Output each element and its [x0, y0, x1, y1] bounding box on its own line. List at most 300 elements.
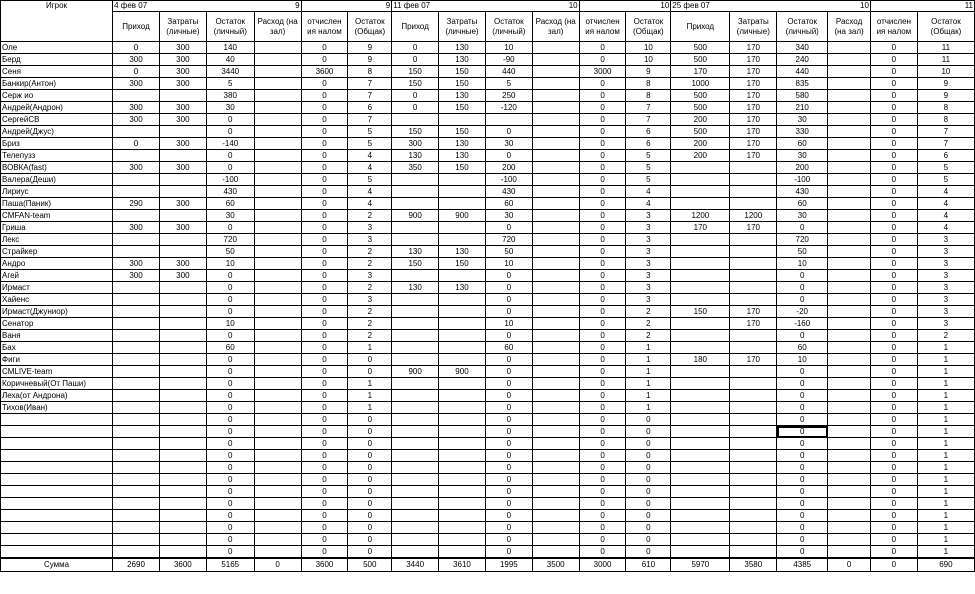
data-cell[interactable]: 0 [485, 450, 532, 462]
data-cell[interactable] [532, 438, 579, 450]
data-cell[interactable] [532, 474, 579, 486]
data-cell[interactable]: 0 [485, 222, 532, 234]
data-cell[interactable]: 0 [870, 522, 917, 534]
data-cell[interactable]: 0 [301, 54, 348, 66]
data-cell[interactable]: 6 [626, 138, 671, 150]
data-cell[interactable]: 1 [917, 342, 974, 354]
data-cell[interactable] [254, 198, 301, 210]
data-cell[interactable] [439, 378, 486, 390]
data-cell[interactable]: 7 [626, 114, 671, 126]
data-cell[interactable]: 0 [579, 450, 626, 462]
data-cell[interactable] [730, 282, 777, 294]
player-name-cell[interactable] [1, 534, 113, 546]
data-cell[interactable]: 200 [671, 138, 730, 150]
player-name-cell[interactable]: Лекс [1, 234, 113, 246]
data-cell[interactable]: 290 [113, 198, 160, 210]
data-cell[interactable]: 3 [626, 234, 671, 246]
data-cell[interactable] [113, 534, 160, 546]
data-cell[interactable]: 1 [626, 366, 671, 378]
data-cell[interactable] [439, 522, 486, 534]
data-cell[interactable]: 0 [301, 306, 348, 318]
data-cell[interactable]: 7 [348, 114, 392, 126]
data-cell[interactable] [113, 342, 160, 354]
data-cell[interactable] [254, 282, 301, 294]
data-cell[interactable]: 5 [348, 138, 392, 150]
data-cell[interactable]: 0 [626, 450, 671, 462]
column-header[interactable]: Затраты (личные) [439, 12, 486, 42]
data-cell[interactable]: 5 [348, 174, 392, 186]
data-cell[interactable]: 0 [579, 102, 626, 114]
data-cell[interactable]: 150 [671, 306, 730, 318]
column-header[interactable]: Остаток (личный) [206, 12, 254, 42]
data-cell[interactable] [439, 402, 486, 414]
data-cell[interactable]: 300 [113, 102, 160, 114]
player-name-cell[interactable]: Оле [1, 42, 113, 54]
data-cell[interactable] [730, 546, 777, 559]
data-cell[interactable] [392, 510, 439, 522]
data-cell[interactable]: 0 [870, 546, 917, 559]
data-cell[interactable]: 0 [579, 522, 626, 534]
data-cell[interactable]: 300 [113, 258, 160, 270]
data-cell[interactable]: 0 [206, 414, 254, 426]
data-cell[interactable]: 2 [626, 318, 671, 330]
data-cell[interactable] [532, 162, 579, 174]
data-cell[interactable]: 0 [870, 474, 917, 486]
data-cell[interactable]: 0 [870, 234, 917, 246]
data-cell[interactable]: 30 [777, 114, 828, 126]
date-cell-2[interactable]: 11 фев 07 [392, 1, 486, 12]
data-cell[interactable]: 6 [348, 102, 392, 114]
data-cell[interactable]: 0 [301, 174, 348, 186]
block-number-cell[interactable]: 9 [348, 1, 392, 12]
data-cell[interactable] [439, 174, 486, 186]
data-cell[interactable]: 1 [626, 402, 671, 414]
data-cell[interactable] [439, 486, 486, 498]
data-cell[interactable] [159, 342, 206, 354]
data-cell[interactable]: 4 [348, 150, 392, 162]
data-cell[interactable]: 0 [626, 510, 671, 522]
data-cell[interactable] [439, 354, 486, 366]
data-cell[interactable] [828, 294, 871, 306]
data-cell[interactable]: 1 [917, 354, 974, 366]
data-cell[interactable] [671, 534, 730, 546]
data-cell[interactable]: 200 [485, 162, 532, 174]
data-cell[interactable]: 2 [348, 330, 392, 342]
data-cell[interactable]: -100 [777, 174, 828, 186]
data-cell[interactable]: 0 [579, 414, 626, 426]
data-cell[interactable]: 60 [777, 198, 828, 210]
data-cell[interactable]: 0 [206, 462, 254, 474]
player-name-cell[interactable] [1, 426, 113, 438]
data-cell[interactable]: 30 [485, 210, 532, 222]
data-cell[interactable]: 0 [348, 486, 392, 498]
data-cell[interactable] [439, 306, 486, 318]
data-cell[interactable] [113, 486, 160, 498]
data-cell[interactable]: 1 [348, 402, 392, 414]
data-cell[interactable]: 130 [392, 282, 439, 294]
data-cell[interactable] [828, 138, 871, 150]
data-cell[interactable]: 200 [777, 162, 828, 174]
player-name-cell[interactable]: ВОВКА(fast) [1, 162, 113, 174]
data-cell[interactable]: 3440 [206, 66, 254, 78]
sum-cell[interactable]: 690 [917, 558, 974, 572]
data-cell[interactable] [392, 186, 439, 198]
player-name-cell[interactable] [1, 522, 113, 534]
data-cell[interactable] [113, 90, 160, 102]
data-cell[interactable]: 300 [159, 270, 206, 282]
data-cell[interactable]: 0 [870, 450, 917, 462]
data-cell[interactable]: 30 [777, 210, 828, 222]
data-cell[interactable] [439, 426, 486, 438]
data-cell[interactable]: 0 [579, 150, 626, 162]
data-cell[interactable]: 3 [626, 294, 671, 306]
data-cell[interactable]: 2 [348, 306, 392, 318]
data-cell[interactable]: 3 [917, 318, 974, 330]
data-cell[interactable]: 0 [579, 366, 626, 378]
data-cell[interactable]: 0 [301, 210, 348, 222]
data-cell[interactable] [671, 402, 730, 414]
data-cell[interactable]: 0 [777, 270, 828, 282]
data-cell[interactable]: 430 [485, 186, 532, 198]
data-cell[interactable]: 0 [348, 462, 392, 474]
player-name-cell[interactable]: Андрей(Андрон) [1, 102, 113, 114]
data-cell[interactable]: 0 [348, 354, 392, 366]
data-cell[interactable]: 0 [348, 510, 392, 522]
data-cell[interactable] [254, 150, 301, 162]
data-cell[interactable]: 1 [626, 390, 671, 402]
data-cell[interactable]: 0 [301, 162, 348, 174]
data-cell[interactable] [532, 450, 579, 462]
data-cell[interactable]: 0 [870, 366, 917, 378]
player-name-cell[interactable]: Фиги [1, 354, 113, 366]
data-cell[interactable]: 150 [439, 258, 486, 270]
data-cell[interactable] [532, 78, 579, 90]
data-cell[interactable]: 9 [348, 54, 392, 66]
data-cell[interactable] [671, 510, 730, 522]
player-name-cell[interactable]: CMFAN-team [1, 210, 113, 222]
data-cell[interactable] [532, 402, 579, 414]
data-cell[interactable] [671, 270, 730, 282]
player-name-cell[interactable]: CMLIVE-team [1, 366, 113, 378]
data-cell[interactable]: 180 [671, 354, 730, 366]
data-cell[interactable] [254, 498, 301, 510]
data-cell[interactable] [671, 474, 730, 486]
data-cell[interactable]: 0 [579, 294, 626, 306]
data-cell[interactable] [254, 354, 301, 366]
data-cell[interactable]: 4 [917, 222, 974, 234]
data-cell[interactable]: 0 [777, 222, 828, 234]
player-name-cell[interactable]: Банкир(Антон) [1, 78, 113, 90]
data-cell[interactable] [828, 318, 871, 330]
data-cell[interactable]: 170 [730, 150, 777, 162]
data-cell[interactable]: 0 [626, 486, 671, 498]
data-cell[interactable] [254, 534, 301, 546]
data-cell[interactable]: 0 [301, 78, 348, 90]
column-header[interactable]: Расход (на зал) [254, 12, 301, 42]
data-cell[interactable]: 3 [917, 294, 974, 306]
data-cell[interactable] [730, 198, 777, 210]
player-name-cell[interactable]: Агей [1, 270, 113, 282]
data-cell[interactable] [828, 246, 871, 258]
data-cell[interactable] [439, 534, 486, 546]
data-cell[interactable] [828, 306, 871, 318]
data-cell[interactable] [532, 498, 579, 510]
data-cell[interactable] [828, 186, 871, 198]
data-cell[interactable]: 1 [348, 342, 392, 354]
data-cell[interactable] [828, 90, 871, 102]
data-cell[interactable] [113, 438, 160, 450]
data-cell[interactable] [439, 450, 486, 462]
data-cell[interactable] [254, 402, 301, 414]
data-cell[interactable] [532, 330, 579, 342]
data-cell[interactable]: 0 [206, 378, 254, 390]
data-cell[interactable]: 0 [870, 330, 917, 342]
data-cell[interactable]: 0 [777, 546, 828, 559]
data-cell[interactable]: 0 [348, 534, 392, 546]
data-cell[interactable] [730, 510, 777, 522]
data-cell[interactable] [254, 102, 301, 114]
data-cell[interactable]: 300 [113, 54, 160, 66]
data-cell[interactable] [671, 198, 730, 210]
data-cell[interactable]: 11 [917, 42, 974, 54]
data-cell[interactable]: 170 [730, 222, 777, 234]
data-cell[interactable] [439, 342, 486, 354]
data-cell[interactable] [532, 246, 579, 258]
date-cell-1[interactable]: 4 фев 07 [113, 1, 207, 12]
data-cell[interactable]: 300 [392, 138, 439, 150]
data-cell[interactable] [828, 354, 871, 366]
player-column-header[interactable]: Игрок [1, 1, 113, 42]
data-cell[interactable]: 0 [301, 498, 348, 510]
data-cell[interactable]: 0 [777, 330, 828, 342]
data-cell[interactable] [828, 162, 871, 174]
data-cell[interactable] [392, 390, 439, 402]
data-cell[interactable] [159, 510, 206, 522]
data-cell[interactable]: 0 [301, 282, 348, 294]
data-cell[interactable] [254, 186, 301, 198]
data-cell[interactable]: 835 [777, 78, 828, 90]
sum-cell[interactable]: 3600 [301, 558, 348, 572]
data-cell[interactable]: 0 [301, 246, 348, 258]
data-cell[interactable] [485, 114, 532, 126]
data-cell[interactable] [532, 306, 579, 318]
data-cell[interactable]: 6 [917, 150, 974, 162]
data-cell[interactable] [671, 186, 730, 198]
data-cell[interactable]: 4 [917, 198, 974, 210]
data-cell[interactable] [730, 402, 777, 414]
data-cell[interactable] [254, 126, 301, 138]
data-cell[interactable] [532, 54, 579, 66]
data-cell[interactable] [159, 390, 206, 402]
data-cell[interactable] [254, 414, 301, 426]
data-cell[interactable]: 60 [485, 198, 532, 210]
data-cell[interactable]: 0 [301, 378, 348, 390]
data-cell[interactable]: 300 [159, 138, 206, 150]
data-cell[interactable] [532, 390, 579, 402]
data-cell[interactable]: 0 [870, 222, 917, 234]
data-cell[interactable]: 3 [348, 270, 392, 282]
data-cell[interactable]: 0 [579, 282, 626, 294]
data-cell[interactable]: 200 [671, 114, 730, 126]
data-cell[interactable]: 900 [439, 366, 486, 378]
data-cell[interactable]: 430 [777, 186, 828, 198]
data-cell[interactable]: 8 [626, 90, 671, 102]
data-cell[interactable]: 1 [917, 414, 974, 426]
data-cell[interactable]: 0 [870, 486, 917, 498]
data-cell[interactable] [159, 294, 206, 306]
data-cell[interactable] [159, 378, 206, 390]
data-cell[interactable]: 50 [485, 246, 532, 258]
data-cell[interactable] [392, 462, 439, 474]
data-cell[interactable]: 60 [777, 138, 828, 150]
data-cell[interactable] [254, 66, 301, 78]
data-cell[interactable]: 1 [917, 390, 974, 402]
data-cell[interactable]: 30 [206, 102, 254, 114]
data-cell[interactable]: 0 [301, 438, 348, 450]
player-name-cell[interactable]: Бриз [1, 138, 113, 150]
data-cell[interactable]: 0 [301, 126, 348, 138]
data-cell[interactable]: 0 [870, 498, 917, 510]
data-cell[interactable]: 0 [626, 534, 671, 546]
data-cell[interactable] [671, 450, 730, 462]
data-cell[interactable] [159, 150, 206, 162]
data-cell[interactable] [828, 462, 871, 474]
data-cell[interactable]: 3 [917, 246, 974, 258]
data-cell[interactable] [392, 426, 439, 438]
data-cell[interactable] [730, 342, 777, 354]
data-cell[interactable]: 0 [870, 78, 917, 90]
data-cell[interactable]: 0 [579, 510, 626, 522]
data-cell[interactable] [159, 174, 206, 186]
data-cell[interactable]: 0 [485, 150, 532, 162]
data-cell[interactable]: 0 [579, 474, 626, 486]
data-cell[interactable]: 40 [206, 54, 254, 66]
data-cell[interactable]: 1 [917, 486, 974, 498]
data-cell[interactable] [113, 498, 160, 510]
data-cell[interactable] [828, 222, 871, 234]
data-cell[interactable] [254, 246, 301, 258]
data-cell[interactable]: 6 [626, 126, 671, 138]
data-cell[interactable] [254, 522, 301, 534]
data-cell[interactable] [392, 114, 439, 126]
data-cell[interactable] [439, 114, 486, 126]
data-cell[interactable]: 0 [206, 534, 254, 546]
data-cell[interactable]: 330 [777, 126, 828, 138]
data-cell[interactable]: 0 [485, 486, 532, 498]
data-cell[interactable]: 500 [671, 90, 730, 102]
column-header[interactable]: Затраты (личные) [159, 12, 206, 42]
data-cell[interactable]: 1 [917, 402, 974, 414]
data-cell[interactable]: 0 [870, 42, 917, 54]
data-cell[interactable]: 0 [626, 498, 671, 510]
data-cell[interactable]: 0 [777, 378, 828, 390]
data-cell[interactable] [828, 438, 871, 450]
data-cell[interactable]: 0 [301, 546, 348, 559]
data-cell[interactable]: 0 [777, 474, 828, 486]
sum-cell[interactable]: 3000 [579, 558, 626, 572]
data-cell[interactable] [439, 318, 486, 330]
player-name-cell[interactable]: Хайенс [1, 294, 113, 306]
data-cell[interactable] [828, 414, 871, 426]
data-cell[interactable] [671, 546, 730, 559]
data-cell[interactable]: 580 [777, 90, 828, 102]
data-cell[interactable] [254, 78, 301, 90]
data-cell[interactable]: 0 [777, 462, 828, 474]
data-cell[interactable]: 0 [870, 318, 917, 330]
data-cell[interactable]: 150 [392, 126, 439, 138]
data-cell[interactable] [113, 414, 160, 426]
data-cell[interactable]: 0 [485, 306, 532, 318]
data-cell[interactable] [254, 474, 301, 486]
data-cell[interactable]: 0 [579, 546, 626, 559]
data-cell[interactable] [828, 258, 871, 270]
data-cell[interactable] [159, 318, 206, 330]
data-cell[interactable]: 300 [159, 258, 206, 270]
data-cell[interactable]: 0 [485, 294, 532, 306]
data-cell[interactable]: 0 [777, 282, 828, 294]
data-cell[interactable] [828, 126, 871, 138]
data-cell[interactable]: 0 [777, 534, 828, 546]
player-name-cell[interactable] [1, 546, 113, 559]
data-cell[interactable] [113, 330, 160, 342]
data-cell[interactable] [828, 366, 871, 378]
player-name-cell[interactable]: Ирмаст [1, 282, 113, 294]
data-cell[interactable]: 4 [348, 186, 392, 198]
data-cell[interactable]: 0 [206, 390, 254, 402]
data-cell[interactable] [532, 102, 579, 114]
data-cell[interactable]: 10 [917, 66, 974, 78]
data-cell[interactable] [671, 174, 730, 186]
header-blank-cell[interactable] [579, 1, 626, 12]
data-cell[interactable] [532, 282, 579, 294]
data-cell[interactable]: 0 [485, 438, 532, 450]
data-cell[interactable]: 0 [301, 486, 348, 498]
data-cell[interactable] [532, 486, 579, 498]
data-cell[interactable] [113, 354, 160, 366]
data-cell[interactable]: 0 [579, 318, 626, 330]
data-cell[interactable]: 130 [439, 282, 486, 294]
data-cell[interactable] [392, 198, 439, 210]
data-cell[interactable]: 0 [777, 510, 828, 522]
data-cell[interactable]: 2 [348, 318, 392, 330]
data-cell[interactable] [159, 402, 206, 414]
data-cell[interactable] [532, 114, 579, 126]
data-cell[interactable] [392, 414, 439, 426]
data-cell[interactable]: 0 [301, 222, 348, 234]
data-cell[interactable] [392, 486, 439, 498]
data-cell[interactable] [159, 354, 206, 366]
data-cell[interactable]: 7 [626, 102, 671, 114]
data-cell[interactable]: 3 [626, 246, 671, 258]
data-cell[interactable]: 8 [917, 102, 974, 114]
data-cell[interactable]: 170 [730, 138, 777, 150]
data-cell[interactable] [392, 498, 439, 510]
data-cell[interactable] [730, 522, 777, 534]
sum-cell[interactable]: 3440 [392, 558, 439, 572]
data-cell[interactable] [828, 210, 871, 222]
data-cell[interactable] [159, 90, 206, 102]
data-cell[interactable] [828, 234, 871, 246]
player-name-cell[interactable]: СергейСВ [1, 114, 113, 126]
data-cell[interactable]: 0 [206, 438, 254, 450]
data-cell[interactable] [392, 222, 439, 234]
data-cell[interactable] [532, 342, 579, 354]
data-cell[interactable]: 0 [301, 390, 348, 402]
data-cell[interactable]: 0 [870, 138, 917, 150]
block-number-cell[interactable]: 10 [532, 1, 579, 12]
data-cell[interactable] [159, 210, 206, 222]
data-cell[interactable]: 1 [917, 546, 974, 559]
